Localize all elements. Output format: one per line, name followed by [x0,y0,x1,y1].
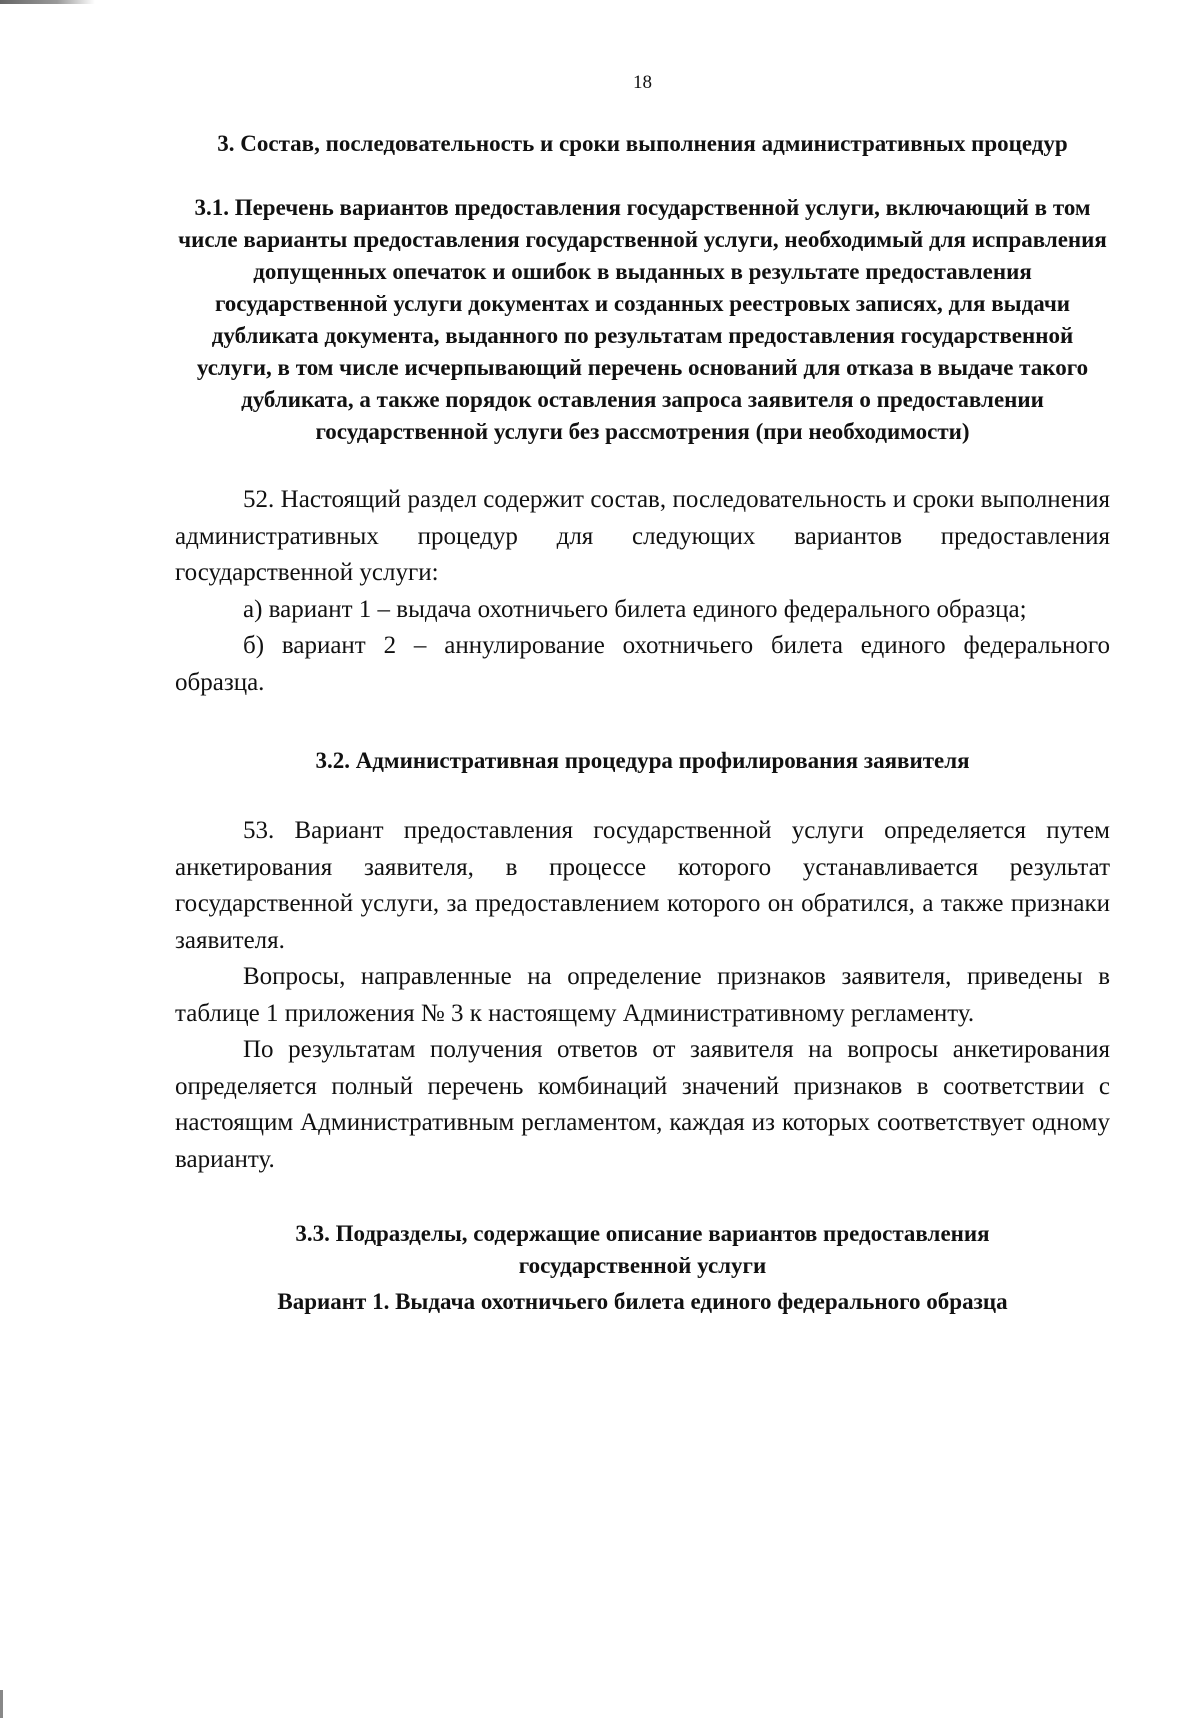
paragraph-52: 52. Настоящий раздел содержит состав, последовательность и сроки выполнения административных процедур для следующих вариантов предоставления государственной услуги: [175,486,1110,586]
list-item-a: а) вариант 1 – выдача охотничьего билета единого федерального образца; [243,595,1027,623]
section-3-1-heading: 3.1. Перечень вариантов предоставления государственной услуги, включающий в том числе варианты предоставления государственной услуги, необходимый для исправления допущенных опечаток и ошибок в выданных в результате предоставления государственной услуги документах и созданных реестровых записях, для выдачи дубликата документа, выданного по результатам предоставления государственной услуги, в том числе исчерпывающий перечень оснований для отказа в выдаче такого дубликата, а также порядок оставления запроса заявителя о предоставлении государственной услуги без рассмотрения (при необходимости) [178,195,1107,444]
section-3-1-body [175,482,1110,701]
list-item-b: б) вариант 2 – аннулирование охотничьего билета единого федерального образца. [175,632,1110,696]
section-3-heading: 3. Состав, последовательность и сроки выполнения административных процедур [217,131,1068,156]
variant-1-heading: Вариант 1. Выдача охотничьего билета единого федерального образца [277,1289,1008,1314]
section-3-2-heading: 3.2. Административная процедура профилирования заявителя [315,748,970,773]
page-number: 18 [633,72,652,93]
paragraph-results: По результатам получения ответов от заявителя на вопросы анкетирования определяется полный перечень комбинаций значений признаков в соответствии с настоящим Административным регламентом, каждая из которых соответствует одному варианту. [175,1036,1110,1173]
document-body [175,128,1110,1318]
section-3-2-body [175,813,1110,1178]
paragraph-questions: Вопросы, направленные на определение признаков заявителя, приведены в таблице 1 приложения № 3 к настоящему Административному регламенту. [175,963,1110,1027]
scan-artifact-left [0,1690,3,1718]
paragraph-53: 53. Вариант предоставления государственной услуги определяется путем анкетирования заявителя, в процессе которого устанавливается результат государственной услуги, за предоставлением которого он обратился, а также признаки заявителя. [175,817,1110,954]
scan-artifact-top [0,0,95,4]
section-3-3-heading: 3.3. Подразделы, содержащие описание вариантов предоставления государственной услуги [295,1221,990,1278]
